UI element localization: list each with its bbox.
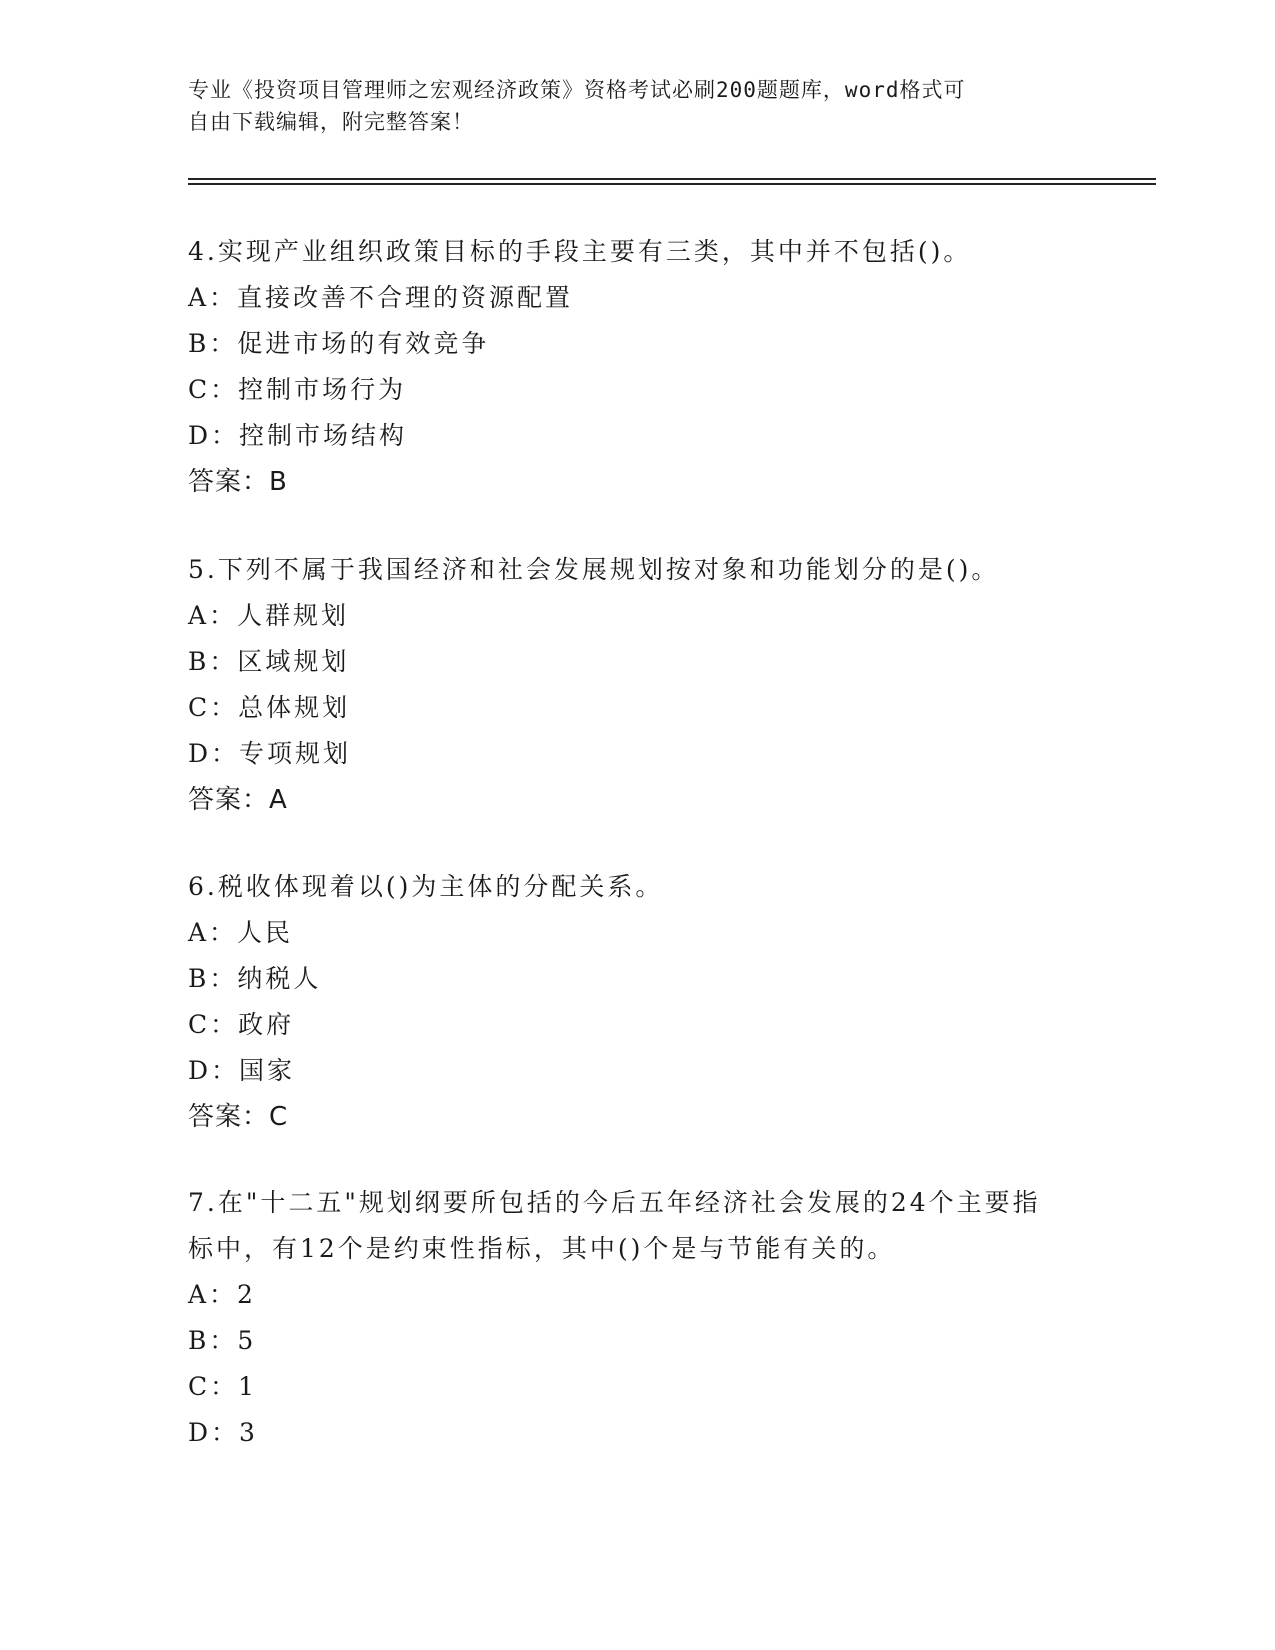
option-d: D：3 — [188, 1418, 258, 1447]
answer: 答案：A — [188, 785, 288, 815]
question-stem-line-1: 7.在"十二五"规划纲要所包括的今后五年经济社会发展的24个主要指 — [188, 1188, 1041, 1217]
option-d: D：国家 — [188, 1056, 296, 1085]
question-stem: 5.下列不属于我国经济和社会发展规划按对象和功能划分的是()。 — [188, 555, 1000, 584]
option-d: D：专项规划 — [188, 739, 352, 768]
option-c: C：政府 — [188, 1010, 295, 1039]
option-a: A：2 — [188, 1280, 256, 1309]
question-4 — [188, 229, 1088, 505]
answer: 答案：C — [188, 1102, 289, 1132]
option-b: B：促进市场的有效竞争 — [188, 329, 490, 358]
header-divider-bottom — [188, 183, 1156, 185]
answer: 答案：B — [188, 467, 288, 497]
option-c: C：总体规划 — [188, 693, 351, 722]
question-7 — [188, 1180, 1088, 1456]
option-b: B：区域规划 — [188, 647, 350, 676]
option-b: B：5 — [188, 1326, 257, 1355]
option-a: A：人民 — [188, 918, 294, 947]
option-a: A：人群规划 — [188, 601, 350, 630]
header-line-1: 专业《投资项目管理师之宏观经济政策》资格考试必刷200题题库，word格式可 — [188, 78, 966, 102]
header-divider-top — [188, 178, 1156, 180]
option-b: B：纳税人 — [188, 964, 322, 993]
question-stem-line-2: 标中，有12个是约束性指标，其中()个是与节能有关的。 — [188, 1234, 896, 1263]
question-6 — [188, 864, 1088, 1140]
header-line-2: 自由下载编辑，附完整答案！ — [188, 110, 474, 134]
question-stem: 6.税收体现着以()为主体的分配关系。 — [188, 872, 664, 901]
option-c: C：1 — [188, 1372, 258, 1401]
option-a: A：直接改善不合理的资源配置 — [188, 283, 574, 312]
question-stem: 4.实现产业组织政策目标的手段主要有三类，其中并不包括()。 — [188, 237, 972, 266]
option-c: C：控制市场行为 — [188, 375, 407, 404]
option-d: D：控制市场结构 — [188, 421, 408, 450]
question-5 — [188, 547, 1088, 823]
document-header — [188, 74, 1088, 138]
